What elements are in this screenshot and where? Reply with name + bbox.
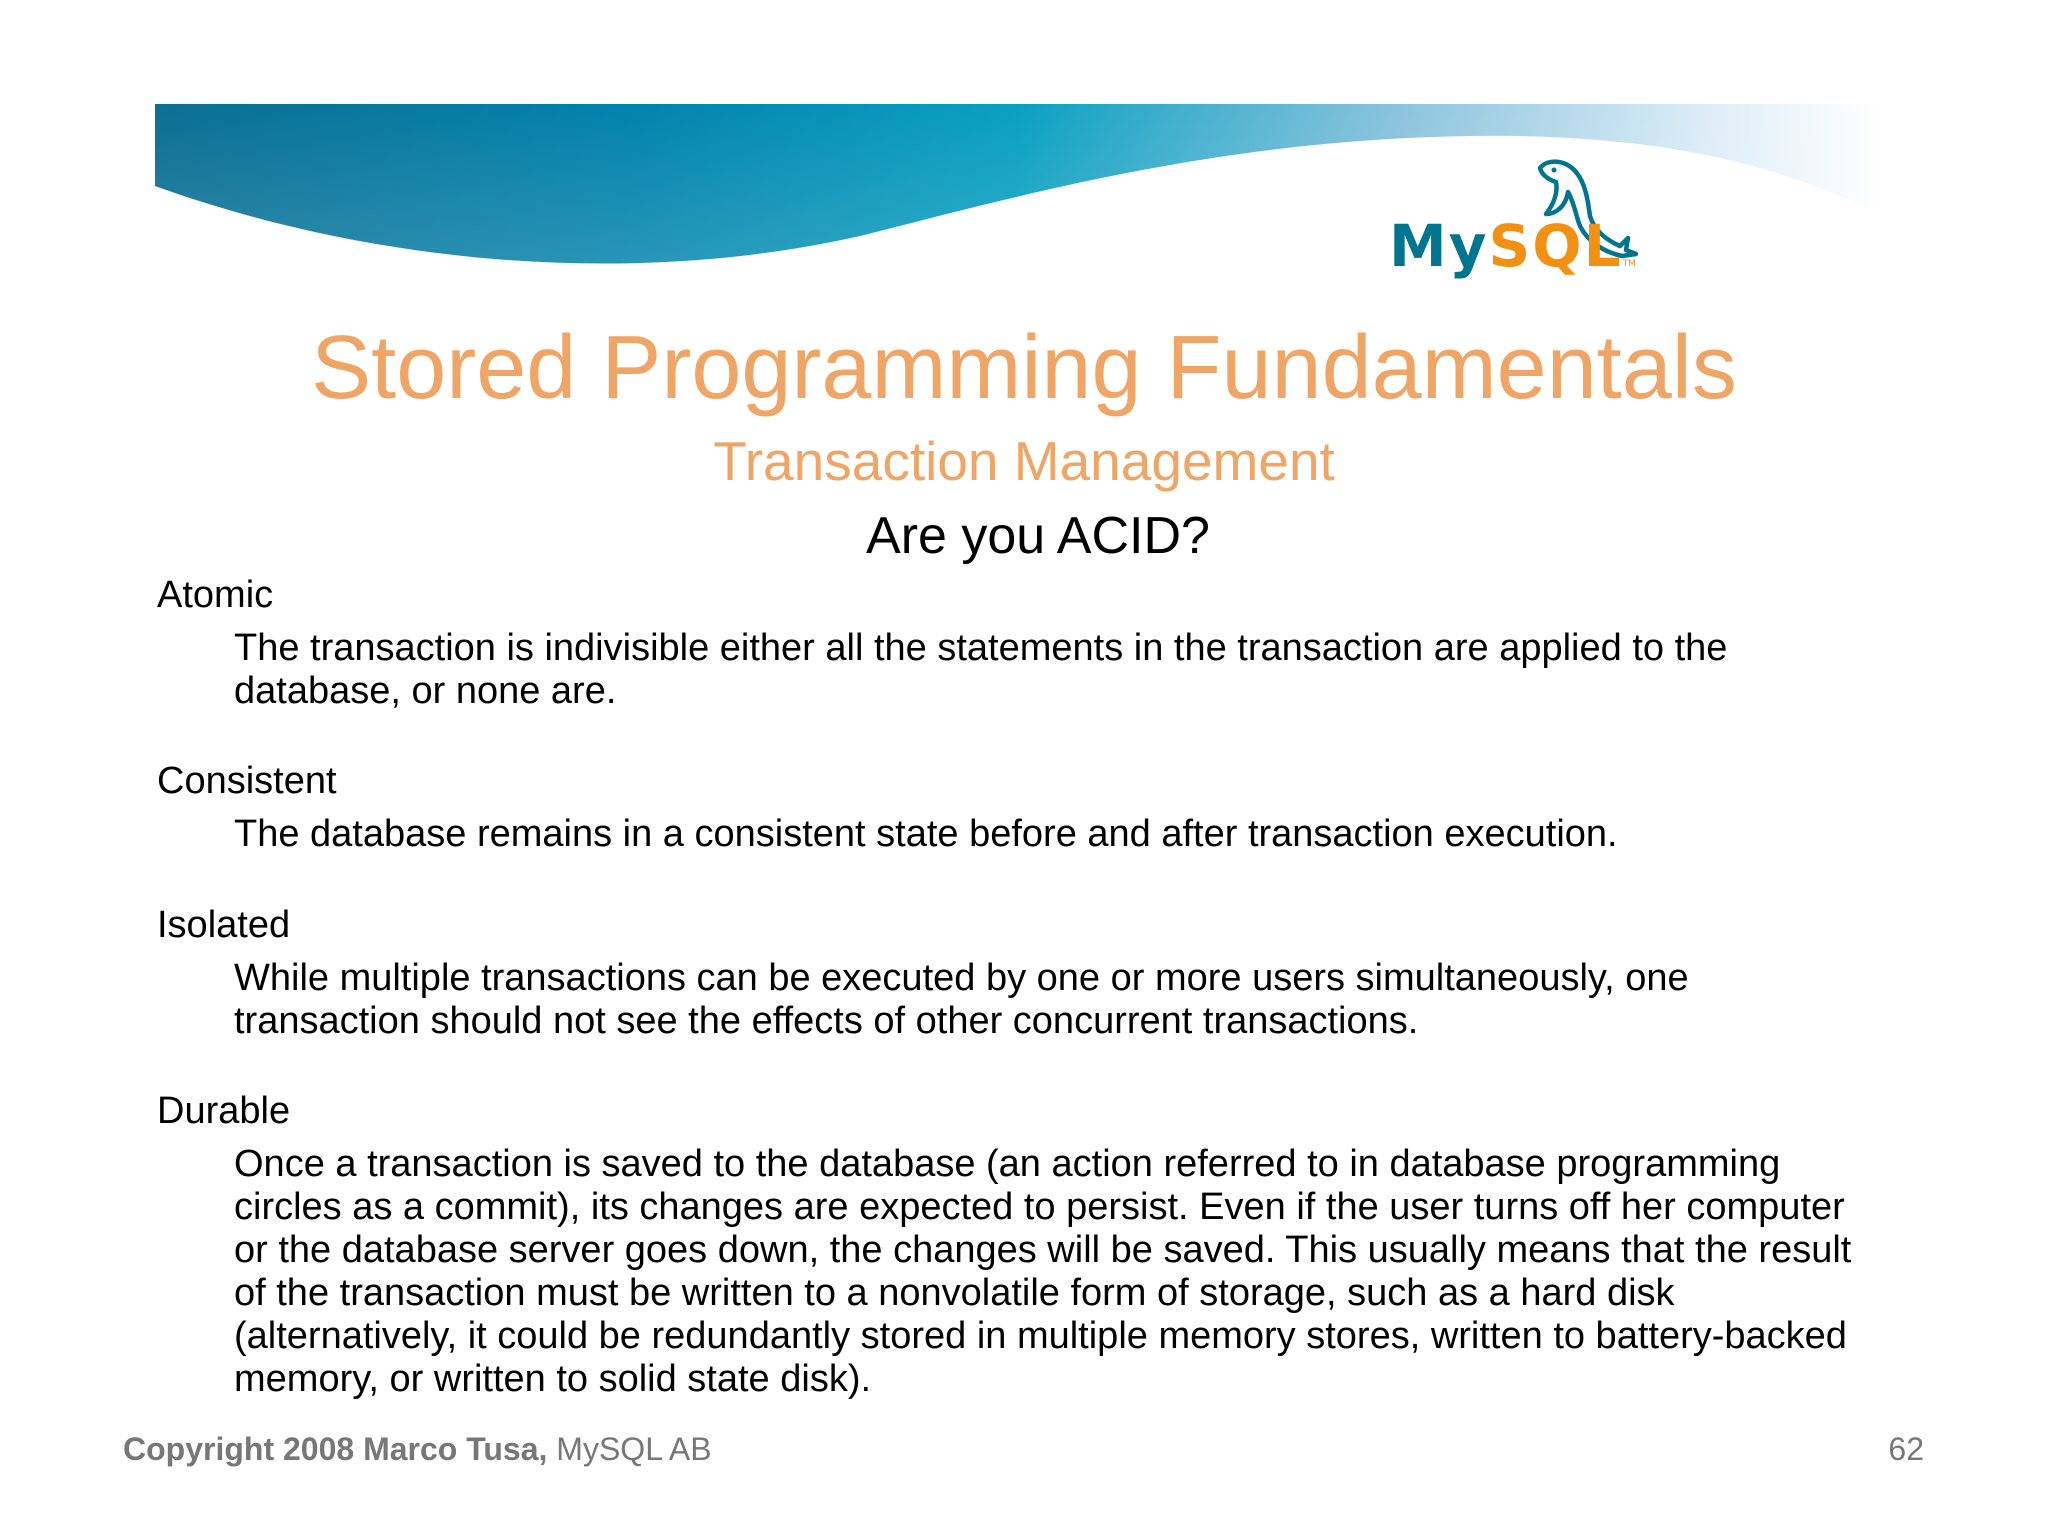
definition-line: The transaction is indivisible either all the statements in the transaction are applied to the	[234, 627, 1728, 669]
definition-line: transaction should not see the effects of other concurrent transactions.	[234, 1000, 1419, 1042]
definition-line: (alternatively, it could be redundantly stored in multiple memory stores, written to battery-backed	[234, 1315, 1847, 1357]
slide-subtitle: Transaction Management	[713, 430, 1335, 492]
mysql-logo	[1389, 212, 1636, 280]
footer-copyright	[123, 1430, 712, 1468]
term-consistent: Consistent	[157, 760, 337, 802]
logo-text-my: My	[1389, 212, 1489, 280]
term-isolated: Isolated	[157, 904, 291, 946]
term-atomic: Atomic	[157, 574, 274, 616]
definition-durable	[234, 1143, 1994, 1401]
logo-text-sql: SQL	[1488, 212, 1623, 280]
definition-isolated	[234, 957, 1994, 1043]
page-number: 62	[1888, 1431, 1924, 1467]
slide-title: Stored Programming Fundamentals	[311, 318, 1737, 418]
definition-atomic	[234, 627, 1994, 713]
logo-trademark: TM	[1622, 259, 1636, 269]
header-banner	[0, 0, 2048, 300]
copyright-text: Copyright 2008 Marco Tusa,	[123, 1431, 548, 1467]
company-name: MySQL AB	[556, 1431, 712, 1467]
definition-line: Once a transaction is saved to the database (an action referred to in database programming	[234, 1143, 1781, 1185]
definition-line: circles as a commit), its changes are expected to persist. Even if the user turns off her computer	[234, 1186, 1845, 1228]
definition-line: The database remains in a consistent state before and after transaction execution.	[234, 813, 1618, 855]
slide-heading: Are you ACID?	[866, 507, 1210, 565]
definition-line: or the database server goes down, the changes will be saved. This usually means that the result	[234, 1229, 1852, 1271]
definition-consistent	[234, 813, 1994, 856]
definition-line: memory, or written to solid state disk).	[234, 1358, 872, 1400]
definition-line: of the transaction must be written to a nonvolatile form of storage, such as a hard disk	[234, 1272, 1675, 1314]
definition-line: While multiple transactions can be executed by one or more users simultaneously, one	[234, 957, 1689, 999]
term-durable: Durable	[157, 1090, 291, 1132]
definition-line: database, or none are.	[234, 670, 617, 712]
